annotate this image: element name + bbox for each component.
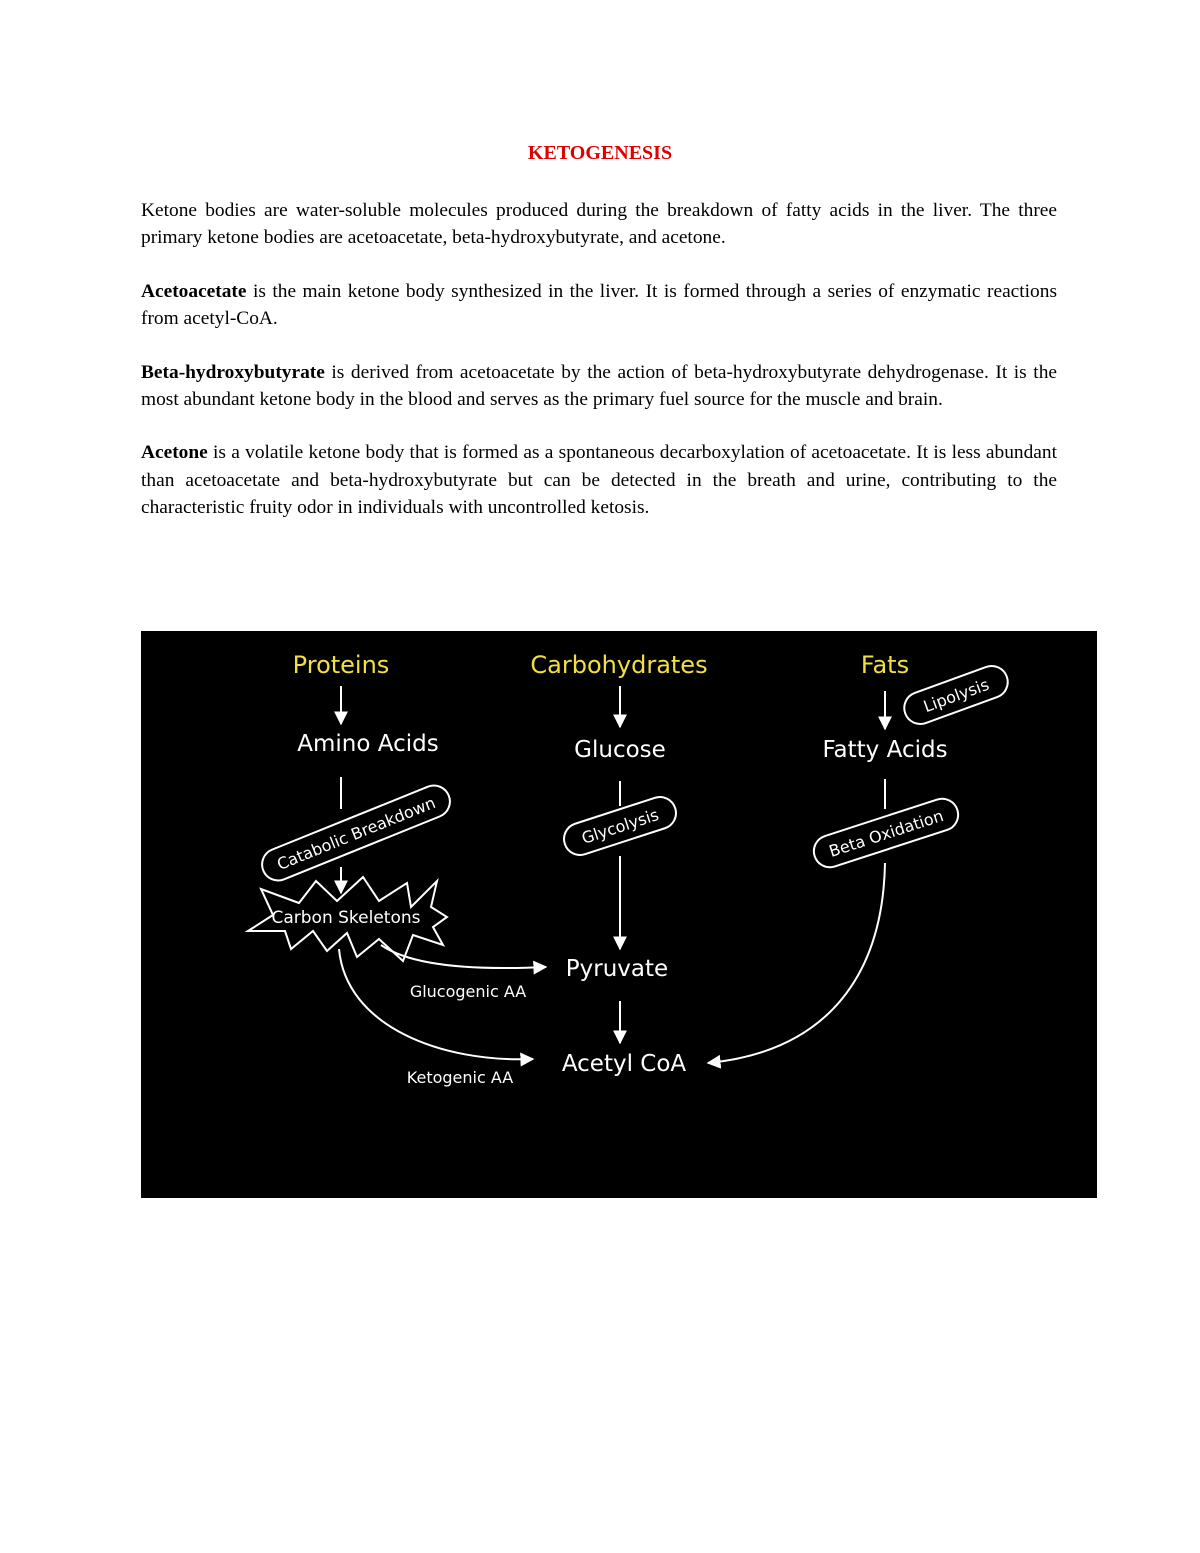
acetoacetate-term: Acetoacetate: [141, 280, 247, 302]
fatty-acids-node: Fatty Acids: [822, 737, 948, 763]
glucose-node: Glucose: [574, 737, 666, 763]
beta-oxidation-to-acetyl-coa-arrow: [708, 863, 885, 1063]
acetoacetate-description: is the main ketone body synthesized in the liver. It is formed through a series of enzymatic reactions from acetyl-CoA.: [141, 280, 1057, 330]
ketogenic-label: Ketogenic AA: [406, 1068, 514, 1087]
acetone-term: Acetone: [141, 442, 208, 464]
catabolic-breakdown-process: [257, 781, 454, 886]
page-title: KETOGENESIS: [527, 142, 673, 164]
beta-oxidation-label: Beta Oxidation: [826, 806, 946, 861]
carbon-skeletons-node: [248, 877, 447, 961]
carbon-skeletons-label: Carbon Skeletons: [271, 908, 421, 928]
lipolysis-label: Lipolysis: [920, 674, 992, 717]
document-body: [141, 197, 1057, 548]
intro-paragraph: Ketone bodies are water-soluble molecules produced during the breakdown of fatty acids in the liver. The three primary ketone bodies are acetoacetate, beta-hydroxybutyrate, and acetone.: [141, 200, 1057, 249]
acetone-description: is a volatile ketone body that is formed as a spontaneous decarboxylation of acetoacetate. It is less abundant than acetoacetate and beta-hydroxybutyrate but can be detected in the breath and urine, contributing to the characteristic fruity odor in individuals with uncontrolled ketosis.: [141, 442, 1057, 519]
ketogenic-arrow: [339, 949, 533, 1059]
acetone-paragraph: [141, 439, 1057, 521]
amino-acids-node: Amino Acids: [297, 731, 439, 757]
diagram-canvas: [141, 631, 1097, 1198]
beta-hydroxybutyrate-paragraph: [141, 359, 1057, 414]
acetyl-coa-node: Acetyl CoA: [561, 1051, 687, 1077]
pyruvate-node: Pyruvate: [565, 956, 669, 982]
acetoacetate-paragraph: [141, 278, 1057, 333]
catabolic-breakdown-label: Catabolic Breakdown: [274, 792, 439, 874]
fats-heading: Fats: [860, 651, 910, 679]
metabolism-diagram: [141, 631, 1097, 1198]
lipolysis-process: [900, 661, 1012, 728]
beta-hydroxybutyrate-description: is derived from acetoacetate by the action of beta-hydroxybutyrate dehydrogenase. It is the most abundant ketone body in the blood and serves as the primary fuel source for the muscle and brain.: [141, 361, 1057, 411]
glycolysis-label: Glycolysis: [579, 805, 662, 848]
glucogenic-arrow: [381, 945, 546, 968]
carbohydrates-heading: Carbohydrates: [530, 651, 708, 679]
beta-hydroxybutyrate-term: Beta-hydroxybutyrate: [141, 361, 325, 383]
glucogenic-label: Glucogenic AA: [409, 982, 527, 1001]
proteins-heading: Proteins: [292, 651, 390, 679]
